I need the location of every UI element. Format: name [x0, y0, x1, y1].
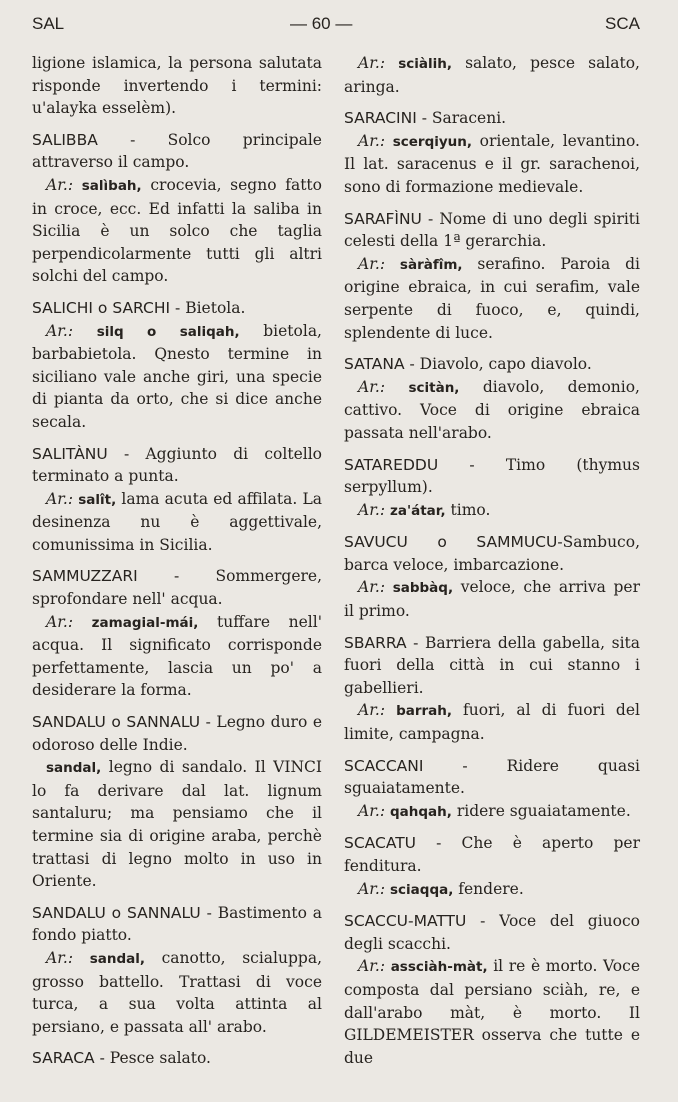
entry-salibba: [32, 129, 322, 288]
entry-sandalu1: [32, 711, 322, 893]
etymology-text: diavolo, demonio, cattivo. Voce di origine ebraica passata nell'arabo.: [344, 377, 640, 442]
arabic-label: Ar.:: [46, 948, 74, 967]
etymology-text: il re è morto. Voce composta dal persiano sciàh, re, e dall'arabo màt, è morto. Il GILDEMEISTER osserva che tutte e due: [344, 957, 640, 1067]
definition: - Nome di uno degli spiriti celesti della 1ª gerarchia.: [344, 209, 640, 251]
etymology-text: tuffare nell' acqua. Il significato corrisponde perfettamente, lascia un po' a desiderare la forma.: [32, 612, 322, 700]
arabic-label: Ar.:: [46, 321, 74, 340]
etymology: [32, 488, 322, 557]
etymology-text: serafino. Paroia di origine ebraica, in cui serafim, vale serpente di fuoco, e, quindi, splendente di luce.: [344, 254, 640, 342]
definition: - Ridere quasi sguaiatamente.: [344, 756, 640, 798]
definition: - Aggiunto di coltello terminato a punta.: [32, 444, 322, 486]
etymology: [344, 576, 640, 622]
entry-scaccu: [344, 910, 640, 1069]
headword: SANDALU o SANNALU: [32, 713, 201, 732]
definition: - Bietola.: [170, 298, 246, 317]
headword: SAMMUZZARI: [32, 567, 138, 586]
entry-salitanu: [32, 443, 322, 557]
etymology: [344, 376, 640, 445]
header-left-guide-word: SAL: [32, 14, 65, 33]
arabic-word: silq o saliqah,: [96, 323, 240, 340]
etymology-text: timo.: [445, 500, 491, 519]
etymology: [344, 699, 640, 745]
arabic-label: Ar.:: [46, 175, 74, 194]
arabic-word: zamagial-mái,: [91, 614, 199, 631]
definition: - Legno duro e odoroso delle Indie.: [32, 713, 322, 754]
header-right-guide-word: SCA: [605, 14, 640, 33]
page-number: — 60 —: [290, 14, 353, 33]
arabic-label: Ar.:: [358, 578, 386, 597]
etymology: [344, 499, 640, 523]
arabic-label: Ar.:: [358, 54, 386, 72]
arabic-label: Ar.:: [46, 489, 74, 508]
arabic-label: Ar.:: [358, 879, 386, 898]
entry-savucu: [344, 531, 640, 622]
arabic-word: sandal,: [46, 760, 102, 777]
arabic-word: sandal,: [89, 950, 145, 967]
entry-saraca_cont: [344, 52, 640, 98]
definition: - Sommergere, sprofondare nell' acqua.: [32, 567, 322, 609]
etymology: [344, 878, 640, 902]
arabic-word: sàràfîm,: [399, 256, 463, 273]
entry-sarafinu: [344, 208, 640, 345]
entry-scacatu: [344, 832, 640, 901]
headword: SARACA: [32, 1049, 95, 1068]
entry-salichi: [32, 297, 322, 434]
entry-satareddu: [344, 454, 640, 523]
etymology-text: canotto, scialuppa, grosso battello. Trattasi di voce turca, a sua volta attinta al persiano, e passata all' arabo.: [32, 948, 322, 1036]
headword: SCACATU: [344, 834, 417, 853]
arabic-label: Ar.:: [358, 701, 386, 720]
arabic-word: sabbàq,: [392, 580, 454, 597]
arabic-label: Ar.:: [358, 131, 386, 150]
definition: -Sambuco, barca veloce, imbarcazione.: [344, 533, 640, 574]
etymology-text: ridere sguaiatamente.: [451, 801, 631, 820]
headword: SCACCANI: [344, 756, 424, 775]
arabic-word: qahqah,: [390, 803, 452, 820]
arabic-word: scitàn,: [408, 379, 460, 396]
etymology-text: fendere.: [453, 879, 524, 898]
headword: SARACINI: [344, 109, 417, 128]
etymology: [32, 947, 322, 1038]
etymology-text: crocevia, segno fatto in croce, ecc. Ed infatti la saliba in Sicilia è un solco che taglia perpendicolarmente tutti gli altri solchi del campo.: [32, 175, 322, 286]
entry-saracini: [344, 107, 640, 198]
arabic-label: Ar.:: [358, 254, 386, 273]
arabic-label: Ar.:: [358, 957, 386, 976]
entry-saraca: [32, 1047, 322, 1070]
arabic-word: assciàh-màt,: [390, 959, 488, 976]
etymology: [32, 611, 322, 702]
entry-satana: [344, 353, 640, 444]
arabic-word: sciaqqa,: [390, 881, 454, 898]
headword: SATAREDDU: [344, 455, 439, 474]
etymology-text: salato, pesce salato, aringa.: [344, 54, 640, 96]
headword: SALITÀNU: [32, 444, 108, 463]
etymology-text: veloce, che arriva per il primo.: [344, 578, 640, 621]
arabic-label: Ar.:: [46, 612, 74, 631]
headword: SAVUCU o SAMMUCU: [344, 533, 558, 552]
headword: SALIBBA: [32, 130, 98, 149]
etymology: [344, 253, 640, 344]
arabic-word: sciàlih,: [398, 56, 452, 72]
arabic-label: Ar.:: [358, 801, 386, 820]
etymology-text: lama acuta ed affilata. La desinenza nu è aggettivale, comunissima in Sicilia.: [32, 489, 322, 554]
entry-cont: [32, 52, 322, 120]
etymology-text: fuori, al di fuori del limite, campagna.: [344, 701, 640, 744]
headword: SATANA: [344, 355, 405, 374]
entry-sbarra: [344, 632, 640, 746]
definition: - Saraceni.: [416, 109, 507, 128]
etymology-text: orientale, levantino. Il lat. saracenus e il gr. sarachenoi, sono di formazione medievale.: [344, 131, 640, 196]
arabic-label: Ar.:: [358, 377, 386, 396]
arabic-word: scerqiyun,: [392, 133, 473, 150]
arabic-word: salìbah,: [81, 177, 142, 194]
headword: SCACCU-MATTU: [344, 912, 467, 931]
etymology: [32, 756, 322, 893]
entry-sandalu2: [32, 902, 322, 1039]
headword: SBARRA: [344, 633, 407, 652]
headword: SANDALU o SANNALU: [32, 903, 201, 922]
arabic-word: za'átar,: [390, 502, 446, 519]
arabic-label: Ar.:: [358, 500, 386, 519]
definition: - Barriera della gabella, sita fuori della città in cui stanno i gabellieri.: [344, 633, 640, 697]
etymology: [344, 52, 640, 98]
etymology: [32, 174, 322, 288]
entry-text: ligione islamica, la persona salutata risponde invertendo i termini: u'alayka esselèm).: [32, 54, 322, 118]
etymology: [344, 800, 640, 824]
definition: - Voce del giuoco degli scacchi.: [344, 912, 640, 953]
running-header: [0, 14, 678, 38]
definition: - Che è aperto per fenditura.: [344, 834, 640, 875]
etymology: [32, 320, 322, 434]
definition: - Timo (thymus serpyllum).: [344, 455, 640, 497]
arabic-word: salît,: [78, 491, 117, 508]
etymology-text: bietola, barbabietola. Qnesto termine in siciliano vale anche giri, una specie di pianta da orto, che si dice anche secala.: [32, 321, 322, 431]
etymology-text: legno di sandalo. Il VINCI lo fa derivare dal lat. lignum santaluru; ma pensiamo che il termine sia di origine araba, perchè trattasi di legno molto in uso in Oriente.: [32, 758, 322, 891]
definition: - Diavolo, capo diavolo.: [404, 355, 592, 374]
definition: - Bastimento a fondo piatto.: [32, 903, 322, 945]
headword: SARAFÌNU: [344, 209, 422, 228]
entry-sammuzzari: [32, 565, 322, 702]
left-column: [32, 52, 322, 1079]
definition: - Solco principale attraverso il campo.: [32, 130, 322, 172]
etymology: [344, 130, 640, 199]
right-column: [344, 52, 640, 1078]
headword: SALICHI o SARCHI: [32, 298, 171, 317]
arabic-word: barrah,: [396, 703, 453, 720]
entry-scaccani: [344, 755, 640, 824]
etymology: [344, 955, 640, 1069]
definition: - Pesce salato.: [94, 1049, 211, 1068]
